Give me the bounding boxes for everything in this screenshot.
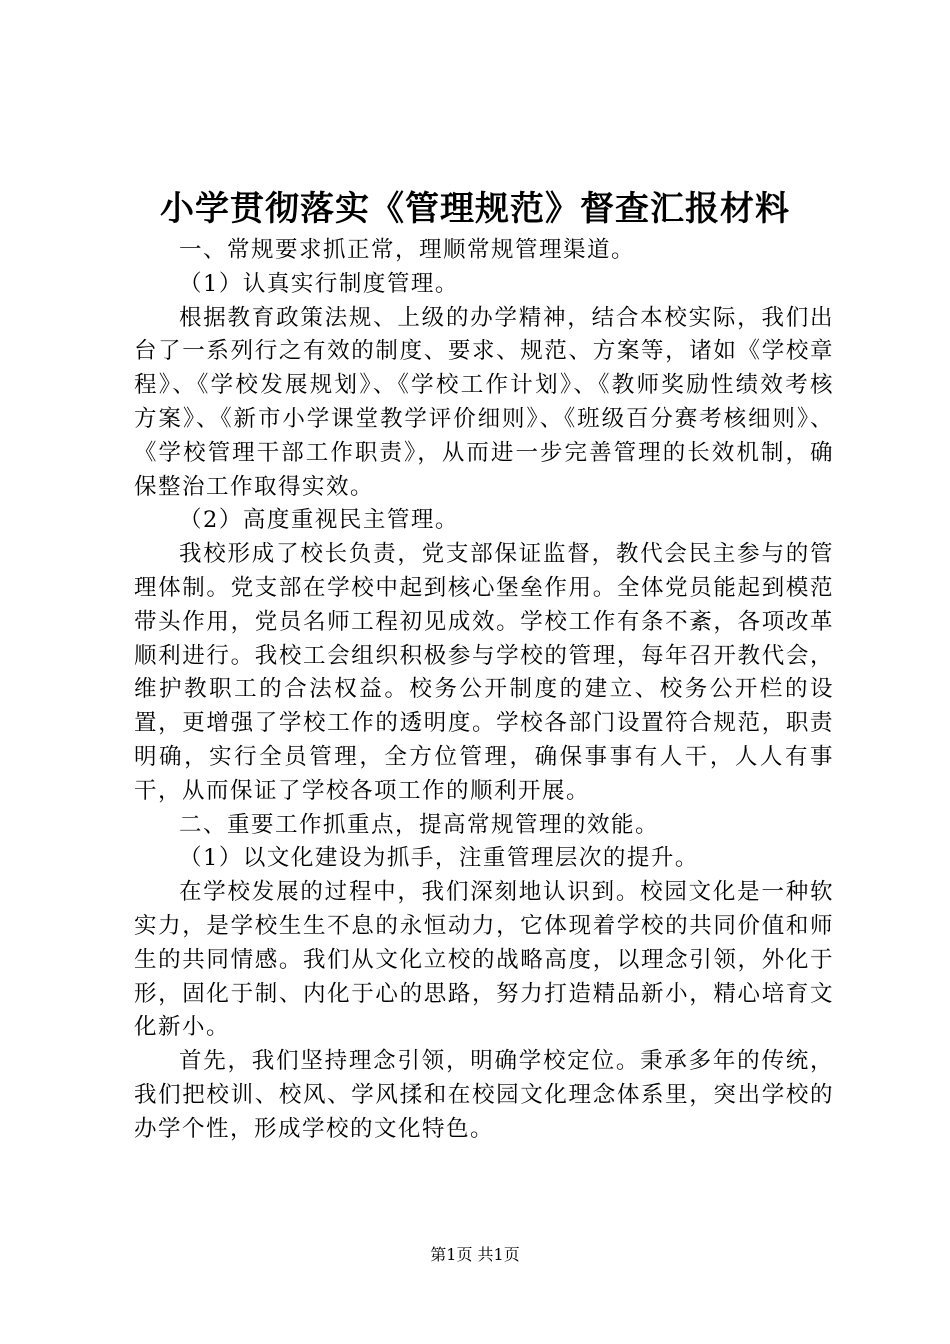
- subheading-1-2: （2）高度重视民主管理。: [179, 507, 459, 534]
- page-footer: 第1页 共1页: [430, 1245, 520, 1264]
- paragraph: 我校形成了校长负责，党支部保证监督，教代会民主参与的管理体制。党支部在学校中起到核心堡垒作用。全体党员能起到模范带头作用，党员名师工程初见成效。学校工作有条不紊，各项改革顺利进行。我校工会组织积极参与学校的管理，每年召开教代会，维护教职工的合法权益。校务公开制度的建立、校务公开栏的设置，更增强了学校工作的透明度。学校各部门设置符合规范，职责明确，实行全员管理，全方位管理，确保事事有人干，人人有事干，从而保证了学校各项工作的顺利开展。: [134, 541, 834, 804]
- heading-section-1: 一、常规要求抓正常，理顺常规管理渠道。: [179, 237, 636, 263]
- subheading-2-1: （1）以文化建设为抓手，注重管理层次的提升。: [179, 845, 699, 872]
- document-body: [134, 234, 834, 1147]
- paragraph: 根据教育政策法规、上级的办学精神，结合本校实际，我们出台了一系列行之有效的制度、要求、规范、方案等，诸如《学校章程》、《学校发展规划》、《学校工作计划》、《教师奖励性绩效考核方案》、《新市小学课堂教学评价细则》、《班级百分赛考核细则》、《学校管理干部工作职责》，从而进一步完善管理的长效机制，确保整治工作取得实效。: [134, 304, 834, 500]
- subheading-1-1: （1）认真实行制度管理。: [179, 270, 459, 297]
- paragraph: 首先，我们坚持理念引领，明确学校定位。秉承多年的传统，我们把校训、校风、学风揉和在校园文化理念体系里，突出学校的办学个性，形成学校的文化特色。: [134, 1048, 834, 1142]
- document-title: 小学贯彻落实《管理规范》督查汇报材料: [160, 189, 790, 229]
- paragraph: 在学校发展的过程中，我们深刻地认识到。校园文化是一种软实力，是学校生生不息的永恒动力，它体现着学校的共同价值和师生的共同情感。我们从文化立校的战略高度，以理念引领，外化于形，固化于制、内化于心的思路，努力打造精品新小，精心培育文化新小。: [134, 879, 834, 1041]
- heading-section-2: 二、重要工作抓重点，提高常规管理的效能。: [179, 811, 660, 838]
